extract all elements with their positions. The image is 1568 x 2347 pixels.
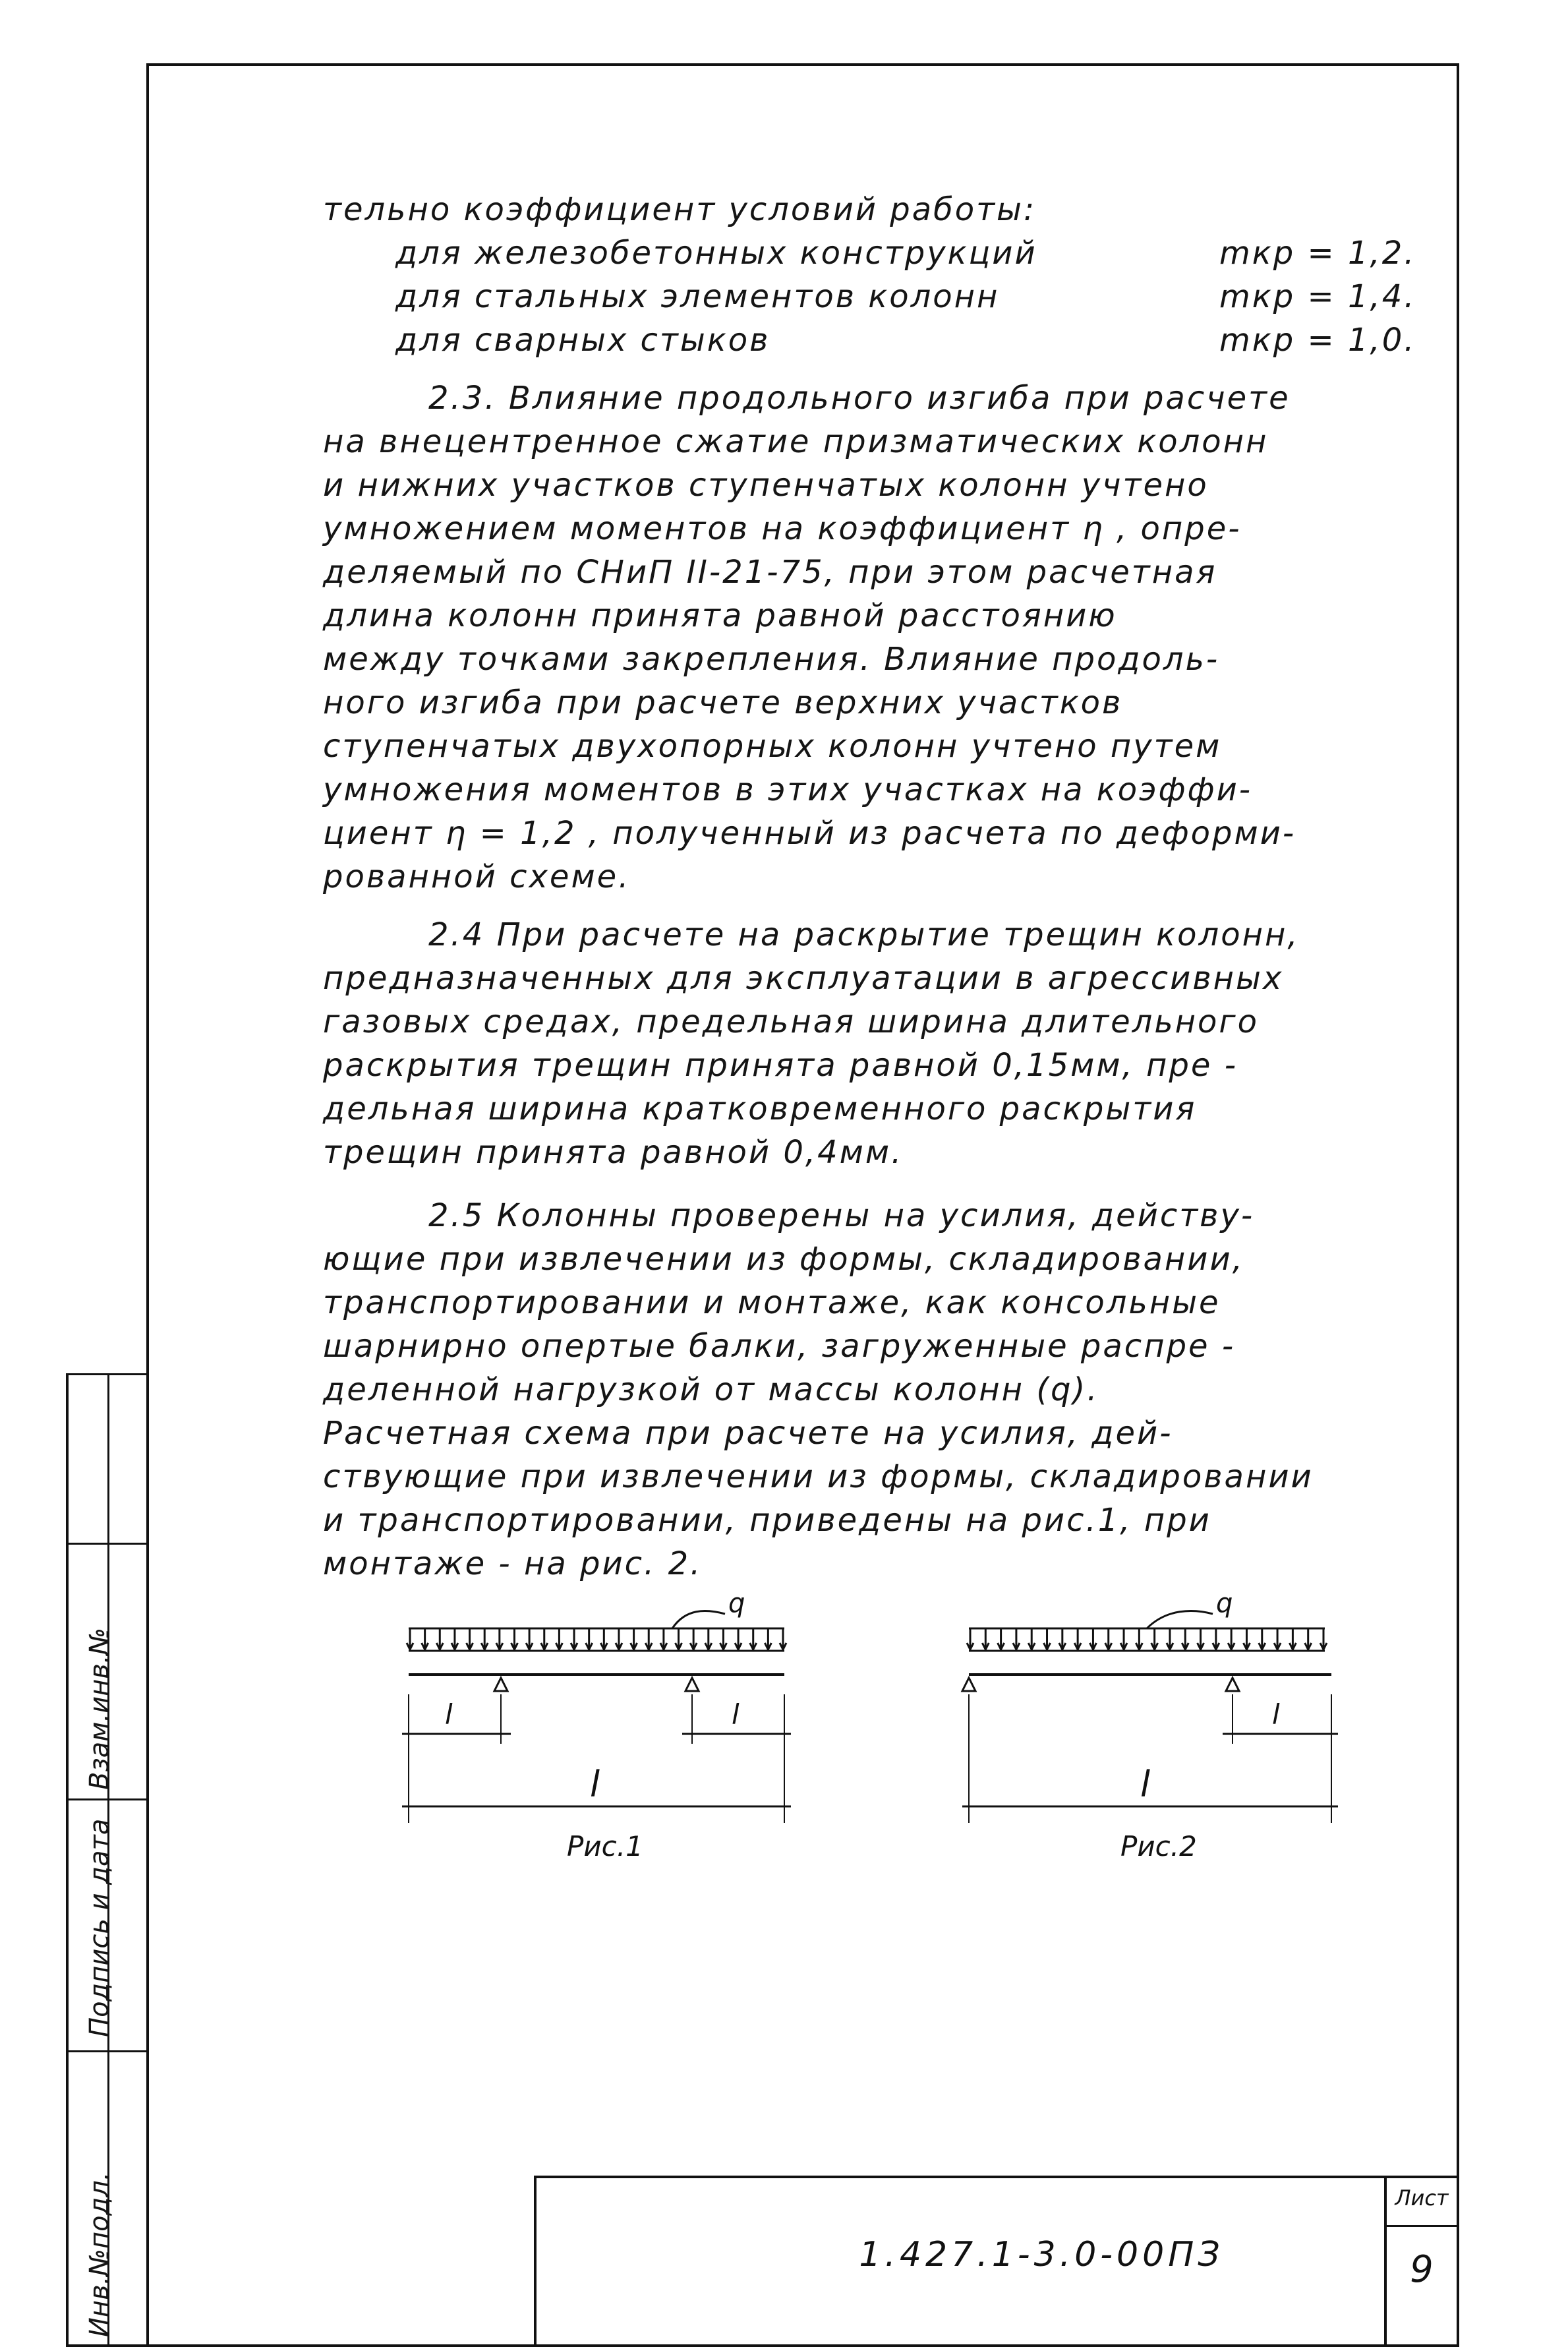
- label-span: l: [590, 1764, 600, 1805]
- text-line: рованной схеме.: [323, 858, 631, 895]
- title-block-sheet-mid: [1384, 2225, 1459, 2227]
- section-2-4: [323, 913, 1457, 1174]
- text-line: трещин принята равной 0,4мм.: [323, 1134, 904, 1171]
- text-line: 2.3. Влияние продольного изгиба при расчете: [428, 380, 1291, 417]
- coef-row-steel: [323, 275, 1457, 318]
- coef-value: mкр = 1,0.: [1219, 322, 1416, 359]
- label-span: l: [1140, 1764, 1151, 1805]
- text-line: деленной нагрузкой от массы колонн (q).: [323, 1371, 1099, 1408]
- frame-bottom: [66, 2344, 1459, 2347]
- section-2-3: [323, 376, 1457, 899]
- support-right: [1226, 1678, 1239, 1691]
- coef-row-welds: [323, 318, 1457, 362]
- text-line: между точками закрепления. Влияние продоль-: [323, 641, 1220, 678]
- text-line: и нижних участков ступенчатых колонн учтено: [323, 467, 1209, 504]
- coef-label: для сварных стыков: [395, 322, 770, 359]
- coef-label: для стальных элементов колонн: [395, 278, 1000, 315]
- load-label: q: [1216, 1595, 1233, 1619]
- frame-left-inner: [146, 63, 149, 2344]
- text-line: дельная ширина кратковременного раскрытия: [323, 1090, 1197, 1127]
- load-arrows: [967, 1628, 1327, 1651]
- coef-value: mкр = 1,4.: [1219, 278, 1416, 315]
- text-line: ступенчатых двухопорных колонн учтено путем: [323, 728, 1222, 765]
- text-line: ющие при извлечении из формы, складировании,: [323, 1241, 1244, 1278]
- coef-value: mкр = 1,2.: [1219, 235, 1416, 272]
- text-line: транспортировании и монтаже, как консольные: [323, 1284, 1221, 1321]
- text-line: и транспортировании, приведены на рис.1, при: [323, 1502, 1211, 1539]
- frame-top: [146, 63, 1459, 66]
- stamp-label-vzam-inv: Взам.инв.№: [84, 1627, 115, 1790]
- text-line: раскрытия трещин принята равной 0,15мм, пре -: [323, 1047, 1238, 1084]
- coef-row-rc: [323, 231, 1457, 275]
- text-line: предназначенных для эксплуатации в агрессивных: [323, 960, 1284, 997]
- text-line: ствующие при извлечении из формы, складировании: [323, 1458, 1314, 1495]
- label-overhang-right: l: [732, 1698, 740, 1731]
- coef-label: для железобетонных конструкций: [395, 235, 1037, 272]
- figure-2-diagram: [956, 1595, 1364, 1872]
- figure-1-caption: Рис.1: [567, 1830, 643, 1862]
- load-label: q: [728, 1595, 745, 1619]
- sheet-label: Лист: [1395, 2185, 1449, 2211]
- text-line: длина колонн принята равной расстоянию: [323, 597, 1117, 634]
- text-line: монтаже - на рис. 2.: [323, 1545, 703, 1582]
- text-line: 2.5 Колонны проверены на усилия, действу-: [428, 1197, 1255, 1234]
- text-line: газовых средах, предельная ширина длительного: [323, 1003, 1259, 1040]
- stamp-label-signature-date: Подпись и дата: [84, 1818, 115, 2037]
- intro-line: тельно коэффициент условий работы:: [323, 191, 1037, 228]
- load-leader: [1147, 1611, 1213, 1628]
- support-left: [494, 1678, 508, 1691]
- label-overhang-right: l: [1272, 1698, 1280, 1731]
- text-line: ного изгиба при расчете верхних участков: [323, 684, 1123, 721]
- text-line: на внецентренное сжатие призматических колонн: [323, 423, 1269, 460]
- text-line: циент η = 1,2 , полученный из расчета по деформи-: [323, 815, 1296, 852]
- figure-2-caption: Рис.2: [1120, 1830, 1197, 1862]
- support-left: [962, 1678, 975, 1691]
- sheet-number: 9: [1410, 2248, 1434, 2291]
- frame-right: [1457, 63, 1459, 2347]
- text-line: 2.4 При расчете на раскрытие трещин колонн,: [428, 916, 1300, 953]
- load-leader: [672, 1611, 725, 1628]
- label-overhang-left: l: [445, 1698, 453, 1731]
- text-line: Расчетная схема при расчете на усилия, дей-: [323, 1415, 1173, 1452]
- text-line: шарнирно опертые балки, загруженные распре -: [323, 1328, 1236, 1365]
- frame-left-outer: [66, 1373, 69, 2344]
- support-right: [685, 1678, 699, 1691]
- title-block-left: [534, 2176, 537, 2344]
- document-code: 1.427.1-3.0-00ПЗ: [859, 2235, 1224, 2274]
- title-block-top: [534, 2176, 1459, 2178]
- text-line: умножения моментов в этих участках на коэффи-: [323, 771, 1253, 808]
- text-line: деляемый по СНиП II-21-75, при этом расчетная: [323, 554, 1217, 591]
- figure-1-diagram: [395, 1595, 804, 1872]
- stamp-label-inv-podl: Инв.№подл.: [84, 2172, 115, 2337]
- body-text: [323, 188, 1457, 1586]
- section-2-5: [323, 1194, 1457, 1586]
- load-arrows: [407, 1628, 786, 1651]
- text-line: умножением моментов на коэффициент η , опре-: [323, 510, 1242, 547]
